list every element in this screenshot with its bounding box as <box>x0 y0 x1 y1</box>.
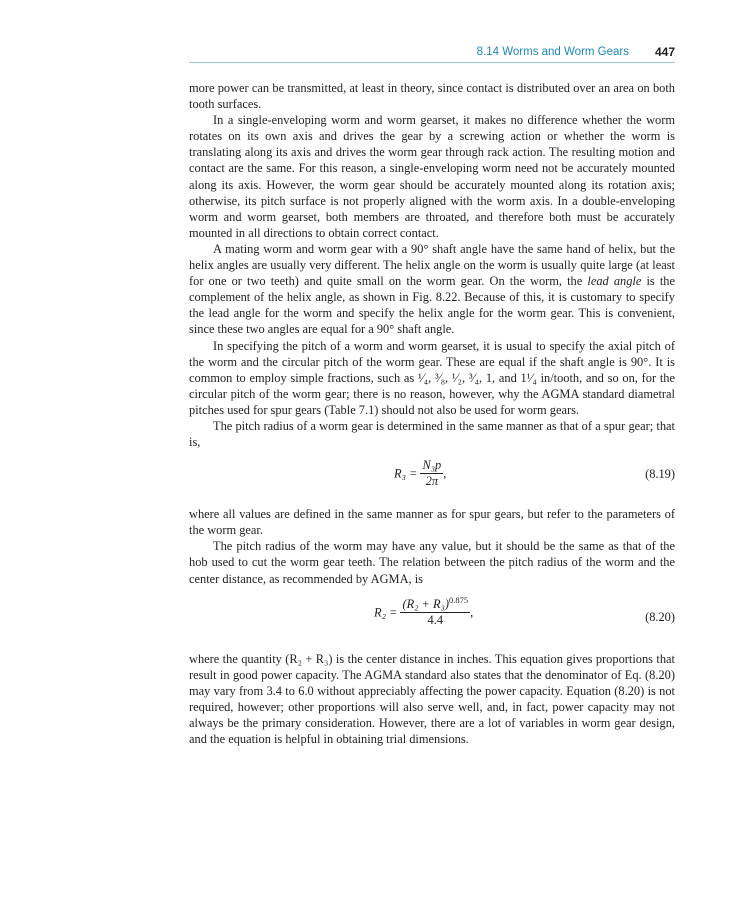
equation-8-19 <box>189 458 675 500</box>
equation-number: (8.19) <box>645 467 675 482</box>
term-lead-angle: lead angle <box>587 274 642 289</box>
paragraph <box>189 241 675 338</box>
equation-numerator: N₃p <box>422 458 442 473</box>
section-title: 8.14 Worms and Worm Gears <box>476 46 629 58</box>
paragraph: In specifying the pitch of a worm and worm gearset, it is usual to specify the axial pitch of the worm and the circular pitch of the worm gear. These are equal if the shaft angle is 90°. It is common to employ simple fractions, such as ¹⁄₄, ³⁄₈, ¹⁄₂, ³⁄₄, 1, and 1¹⁄₄ in/tooth, and so on, for the circular pitch of the worm gear; there is no reason, however, why the AGMA standard diametral pitches used for spur gears (Table 7.1) should not also be used for worm gears. <box>189 338 675 417</box>
equation-lhs: R₂ = <box>374 605 398 620</box>
equation-number: (8.20) <box>645 609 675 624</box>
running-header <box>189 44 675 63</box>
paragraph: In a single-enveloping worm and worm gearset, it makes no difference whether the worm rotates on its own axis and drives the gear by a screwing action or whether the worm is translating along its axis and drives the worm gear through rack action. The resulting motion and contact are the same. For this reason, a single-enveloping worm need not be accurately mounted along its axis. However, the worm gear should be accurately mounted along its rotation axis; otherwise, its pitch surface is not properly aligned with the worm axis. In a double-enveloping worm and worm gearset, both members are throated, and therefore both must be accurately mounted in all directions to obtain correct contact. <box>189 113 675 240</box>
equation-exponent: 0.875 <box>449 594 469 605</box>
equation-denominator: 2π <box>425 474 439 489</box>
paragraph: The pitch radius of a worm gear is determined in the same manner as that of a spur gear; that is, <box>189 418 675 450</box>
equation-numerator-group <box>400 594 470 613</box>
equation-numerator: (R₂ + R₃) <box>402 596 450 611</box>
paragraph: more power can be transmitted, at least in theory, since contact is distributed over an area on both tooth surfaces. <box>189 81 675 112</box>
equation-lhs: R₃ = <box>394 466 418 481</box>
equation-comma: , <box>443 466 447 481</box>
equation-denominator: 4.4 <box>427 612 444 627</box>
equation-comma: , <box>470 605 474 620</box>
paragraph-text: is the complement of the helix angle, as shown in Fig. 8.22. Because of this, it is customary to specify the lead angle for the worm and specify the helix angle for the worm gear. This is convenient, since these two angles are equal for a 90° shaft angle. <box>189 274 675 337</box>
equation-fraction <box>420 458 443 489</box>
equation-8-20 <box>189 594 675 643</box>
paragraph: The pitch radius of the worm may have any value, but it should be the same as that of the hob used to cut the worm gear teeth. The relation between the pitch radius of the worm and the center distance, as recommended by AGMA, is <box>189 539 675 586</box>
body-text <box>189 80 675 747</box>
equation-fraction <box>400 594 470 628</box>
page-number: 447 <box>654 45 675 59</box>
paragraph: where the quantity (R₂ + R₃) is the center distance in inches. This equation gives proportions that result in good power capacity. The AGMA standard also states that the denominator of Eq. (8.20) may vary from 3.4 to 6.0 without appreciably affecting the power capacity. Equation (8.20) is not required, however; other proportions will also serve well, and, in fact, power capacity may not always be the primary consideration. However, there are a lot of variables in worm gear design, and the equation is helpful in obtaining trial dimensions. <box>189 651 675 747</box>
paragraph-text: A mating worm and worm gear with a 90° shaft angle have the same hand of helix, but the helix angles are usually very different. The helix angle on the worm is usually quite large (at least for one or two teeth) and quite small on the worm gear. On the worm, the <box>189 241 675 289</box>
paragraph: where all values are defined in the same manner as for spur gears, but refer to the parameters of the worm gear. <box>189 507 675 538</box>
